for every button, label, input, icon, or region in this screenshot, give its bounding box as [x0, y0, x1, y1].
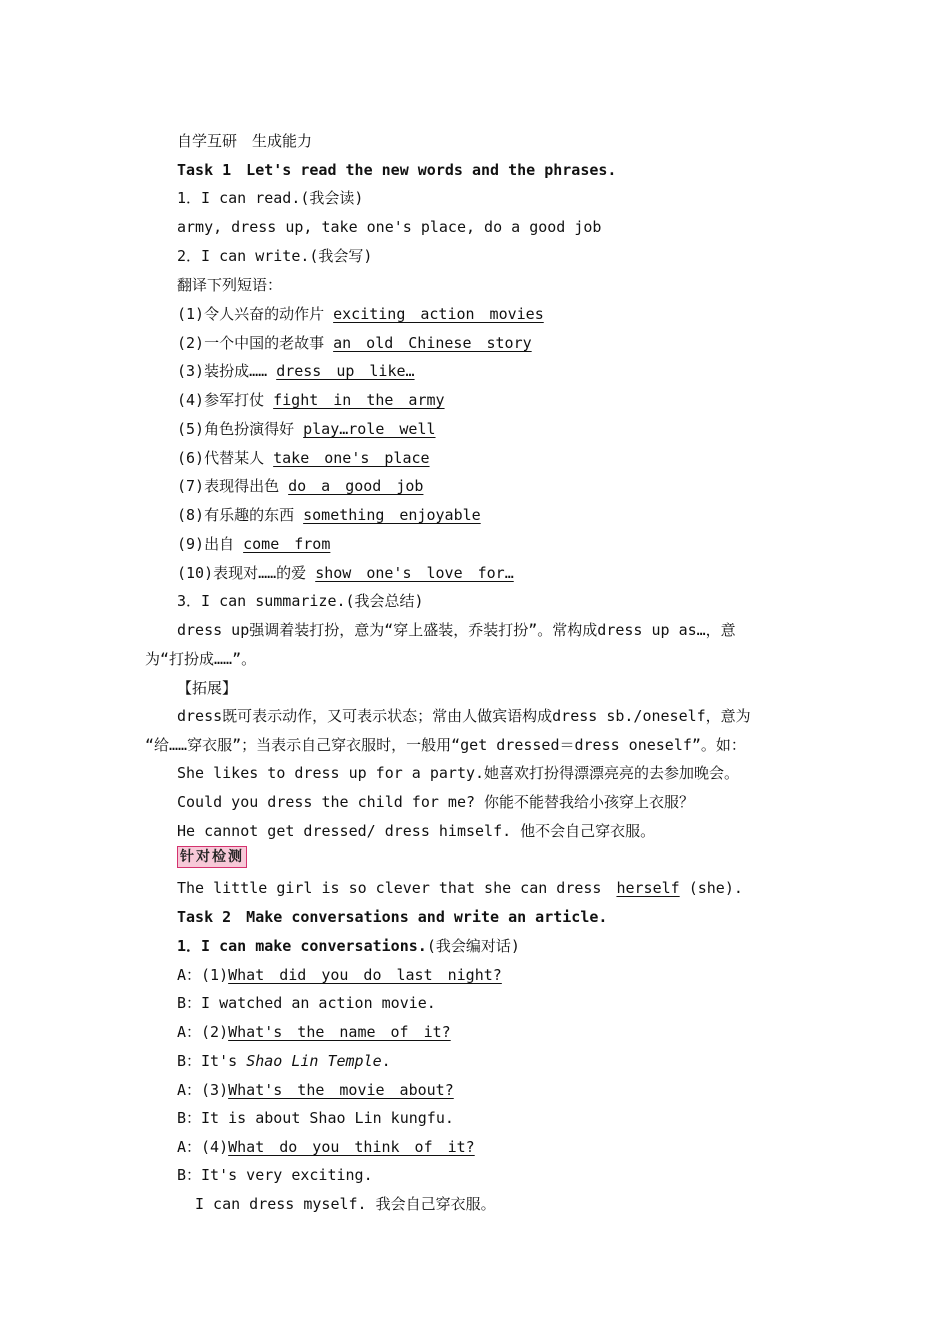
- check-prompt: The little girl is so clever that she can dress: [177, 879, 617, 897]
- conversation-heading-en: 1．I can make conversations.: [177, 937, 427, 955]
- dialog-line: [177, 1137, 475, 1157]
- phrase-prompt: (2)一个中国的老故事: [177, 334, 334, 352]
- check-answer: herself: [616, 879, 680, 897]
- phrase-prompt: (8)有乐趣的东西: [177, 506, 304, 524]
- phrase-item: [177, 333, 532, 353]
- phrase-item: [177, 390, 445, 410]
- phrase-prompt: (1)令人兴奋的动作片: [177, 305, 334, 323]
- dialog-text: It's very exciting.: [201, 1166, 373, 1184]
- example-sentence: He cannot get dressed/ dress himself. 他不会自己穿衣服。: [177, 822, 656, 840]
- extend-line: dress既可表示动作，又可表示状态；常由人做宾语构成dress sb./oneself，意为: [177, 707, 751, 725]
- phrase-prompt: (6)代替某人: [177, 449, 274, 467]
- speaker-label: B：: [177, 1166, 202, 1184]
- speaker-label: A：(2): [177, 1023, 229, 1041]
- phrase-answer: something enjoyable: [303, 506, 481, 524]
- dialog-answer: What do you think of it?: [228, 1138, 475, 1156]
- dialog-text-end: .: [381, 1052, 391, 1070]
- dialog-text: It's: [201, 1052, 247, 1070]
- dialog-text: I watched an action movie.: [201, 994, 436, 1012]
- example-sentence: She likes to dress up for a party.她喜欢打扮得漂漂亮亮的去参加晚会。: [177, 764, 740, 782]
- section-title: 自学互研 生成能力: [177, 132, 313, 150]
- phrase-item: [177, 476, 423, 496]
- speaker-label: B：: [177, 1052, 202, 1070]
- task1-title: Task 1 Let's read the new words and the phrases.: [177, 161, 617, 179]
- phrase-item: [177, 419, 436, 439]
- phrase-answer: an old Chinese story: [333, 334, 532, 352]
- summarize-heading: 3．I can summarize.(我会总结): [177, 592, 424, 610]
- dialog-line: [177, 965, 502, 985]
- phrase-answer: take one's place: [273, 449, 430, 467]
- task2-title: Task 2 Make conversations and write an article.: [177, 908, 608, 926]
- check-badge: 针对检测: [177, 846, 247, 868]
- phrase-answer: play…role well: [303, 420, 436, 438]
- phrase-prompt: (5)角色扮演得好: [177, 420, 304, 438]
- write-heading: 2．I can write.(我会写): [177, 247, 373, 265]
- speaker-label: A：(1): [177, 966, 229, 984]
- dialog-text: It is about Shao Lin kungfu.: [201, 1109, 454, 1127]
- phrase-item: [177, 304, 544, 324]
- phrase-answer: dress up like…: [276, 362, 415, 380]
- check-hint: (she).: [679, 879, 743, 897]
- conversation-heading: [177, 936, 520, 956]
- phrase-prompt: (9)出自: [177, 535, 244, 553]
- phrase-item: [177, 505, 481, 525]
- final-line: I can dress myself. 我会自己穿衣服。: [195, 1195, 496, 1213]
- phrase-item: [177, 361, 415, 381]
- dialog-line: [177, 1022, 451, 1042]
- summary-line: 为“打扮成……”。: [145, 650, 257, 668]
- example-sentence: Could you dress the child for me? 你能不能替我给小孩穿上衣服？: [177, 793, 695, 811]
- dialog-line: [177, 1165, 373, 1185]
- dialog-line: [177, 1108, 454, 1128]
- dialog-answer: What's the movie about?: [228, 1081, 454, 1099]
- phrase-prompt: (4)参军打仗: [177, 391, 274, 409]
- phrase-answer: show one's love for…: [315, 564, 514, 582]
- phrase-prompt: (3)装扮成……: [177, 362, 277, 380]
- dialog-answer: What's the name of it?: [228, 1023, 451, 1041]
- phrase-item: [177, 534, 330, 554]
- speaker-label: B：: [177, 994, 202, 1012]
- phrase-prompt: (7)表现得出色: [177, 477, 289, 495]
- speaker-label: A：(4): [177, 1138, 229, 1156]
- conversation-heading-cn: (我会编对话): [426, 937, 520, 955]
- phrase-answer: come from: [243, 535, 331, 553]
- extend-heading: 【拓展】: [177, 679, 238, 697]
- read-heading: 1．I can read.(我会读): [177, 189, 364, 207]
- dialog-line: [177, 1080, 454, 1100]
- dialog-line: [177, 993, 436, 1013]
- speaker-label: B：: [177, 1109, 202, 1127]
- phrase-item: [177, 563, 514, 583]
- phrase-answer: exciting action movies: [333, 305, 544, 323]
- phrase-answer: do a good job: [288, 477, 424, 495]
- dialog-line: [177, 1051, 391, 1071]
- speaker-label: A：(3): [177, 1081, 229, 1099]
- extend-line: “给……穿衣服”；当表示自己穿衣服时，一般用“get dressed＝dress oneself”。如：: [145, 736, 746, 754]
- phrase-prompt: (10)表现对……的爱: [177, 564, 316, 582]
- read-words: army, dress up, take one's place, do a good job: [177, 218, 602, 236]
- translate-heading: 翻译下列短语：: [177, 276, 283, 294]
- phrase-answer: fight in the army: [273, 391, 445, 409]
- check-exercise: [177, 878, 743, 898]
- phrase-item: [177, 448, 430, 468]
- summary-line: dress up强调着装打扮，意为“穿上盛装，乔装打扮”。常构成dress up as…，意: [177, 621, 736, 639]
- movie-title: Shao Lin Temple: [246, 1052, 382, 1070]
- dialog-answer: What did you do last night?: [228, 966, 502, 984]
